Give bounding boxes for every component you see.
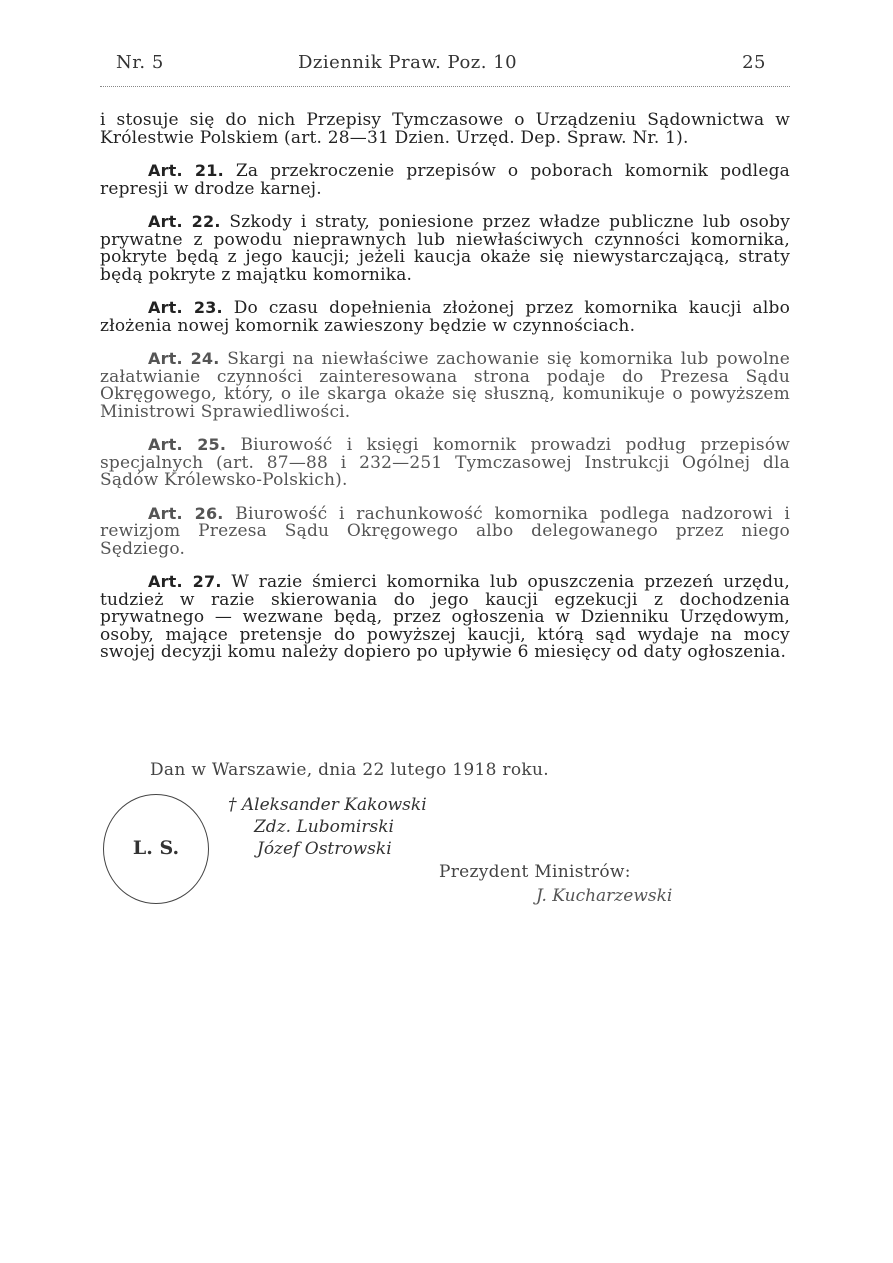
president-title: Prezydent Ministrów: (439, 862, 631, 882)
article-22 (100, 213, 790, 284)
journal-title: Dziennik Praw. Poz. 10 (298, 52, 518, 73)
article-text: Skargi na niewłaściwe zachowanie się komornika lub powolne załatwianie czynności zainteresowana strona podaje do Prezesa Sądu Okręgowego, który, o ile skarga okaże się słuszną, komunikuje o powyższem Ministrowi Sprawiedliwości. (100, 349, 790, 422)
president-signature: J. Kucharzewski (536, 886, 673, 906)
issue-number: Nr. 5 (116, 52, 164, 73)
signature: † Aleksander Kakowski (228, 795, 427, 815)
article-25 (100, 436, 790, 490)
article-text: Biurowość i księgi komornik prowadzi podług przepisów specjalnych (art. 87—88 i 232—251 Tymczasowej Instrukcji Ogólnej dla Sądów Królewsko-Polskich). (100, 435, 791, 490)
article-26 (100, 505, 790, 559)
document-body (100, 112, 790, 677)
article-text: Do czasu dopełnienia złożonej przez komornika kaucji albo złożenia nowej komornik zawieszony będzie w czynnościach. (100, 298, 791, 336)
date-line: Dan w Warszawie, dnia 22 lutego 1918 roku. (150, 760, 549, 780)
article-24 (100, 350, 790, 421)
article-label: Art. 23. (148, 298, 223, 317)
page-number: 25 (742, 52, 766, 73)
article-label: Art. 25. (148, 435, 227, 454)
article-label: Art. 26. (148, 503, 224, 523)
article-label: Art. 21. (148, 161, 224, 180)
signature: Zdz. Lubomirski (254, 817, 394, 837)
article-21 (100, 162, 790, 198)
article-label: Art. 24. (148, 349, 220, 368)
article-text: Szkody i straty, poniesione przez władze publiczne lub osoby prywatne z powodu nieprawnych lub niewłaściwych czynności komornika, pokryte będą z jego kaucji; jeżeli kaucja okaże się niewystarczającą, straty będą pokryte z majątku komornika. (100, 212, 790, 285)
page-header (100, 52, 790, 82)
signature: Józef Ostrowski (257, 839, 392, 859)
signatures-block (228, 794, 427, 860)
article-27 (100, 573, 790, 662)
article-label: Art. 22. (148, 212, 221, 231)
seal-text: L. S. (132, 837, 180, 859)
article-text: Za przekroczenie przepisów o poborach komornik podlega represji w drodze karnej. (100, 161, 790, 199)
article-label: Art. 27. (148, 572, 222, 591)
intro-paragraph: i stosuje się do nich Przepisy Tymczasowe o Urządzeniu Sądownictwa w Królestwie Polskiem (art. 28—31 Dzien. Urzęd. Dep. Spraw. Nr. 1). (100, 110, 790, 148)
seal-stamp (103, 794, 209, 904)
article-23 (100, 299, 790, 335)
header-rule (100, 86, 790, 87)
article-text: Biurowość i rachunkowość komornika podlega nadzorowi i rewizjom Prezesa Sądu Okręgowego albo delegowanego przez niego Sędziego. (100, 503, 791, 559)
article-text: W razie śmierci komornika lub opuszczenia przezeń urzędu, tudzież w razie skierowania do jego kaucji egzekucji z dochodzenia prywatnego — wezwane będą, przez ogłoszenia w Dzienniku Urzędowym, osoby, mające pretensje do powyższej kaucji, którą sąd wydaje na mocy swojej decyzji komu należy dopiero po upływie 6 miesięcy od daty ogłoszenia. (100, 572, 791, 662)
